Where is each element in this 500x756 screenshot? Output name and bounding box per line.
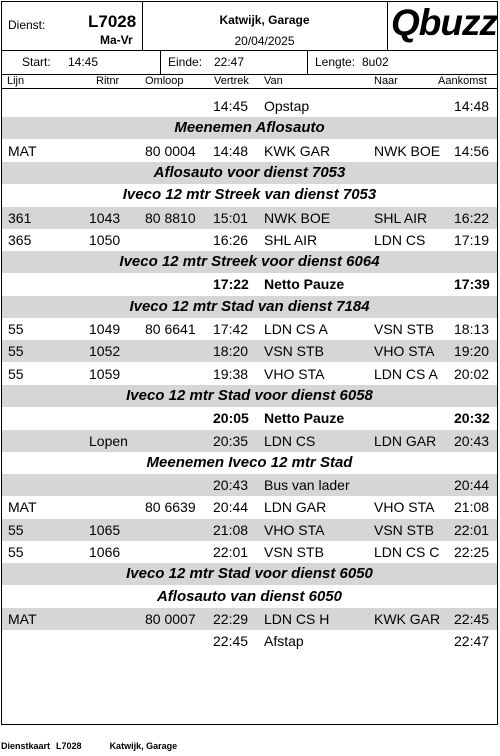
section-header [2,385,497,407]
section-header [2,251,497,273]
pause-row [2,273,497,295]
duty-number: L7028 [88,12,137,31]
cell-vertrek: 14:48 [213,142,249,159]
section-title: Iveco 12 mtr Stad voor dienst 6050 [126,565,373,583]
cell-vertrek: 16:26 [213,231,249,248]
length-value: 8u02 [362,55,389,69]
trip-row [2,318,497,340]
trip-row [2,207,497,229]
cell-vertrek: 22:45 [213,633,249,650]
cell-vertrek: 17:42 [213,321,249,337]
section-header [2,563,497,585]
cell-van: KWK GAR [264,142,331,159]
cell-aankomst: 14:56 [454,142,490,159]
cell-aankomst: 19:20 [454,343,490,360]
cell-vertrek: 19:38 [213,365,249,382]
pause-row [2,407,497,429]
duty-card [1,1,498,725]
section-header [2,296,497,318]
section-header [2,184,497,206]
cell-vertrek: 18:20 [213,343,249,360]
cell-ritnr: 1059 [89,365,121,382]
cell-naar: KWK GAR [374,610,441,627]
section-title: Iveco 12 mtr Stad van dienst 7184 [129,297,370,315]
duty-label: Dienst: [8,18,46,32]
column-header-row [2,74,497,89]
cell-van: LDN CS [264,432,316,449]
cell-omloop: 80 8810 [145,209,196,226]
trip-row [2,474,497,496]
cell-vertrek: 20:43 [213,477,249,494]
cell-lijn: 365 [8,231,32,248]
duty-days: Ma-Vr [100,33,133,47]
col-aankomst: Aankomst [438,75,487,87]
cell-aankomst: 22:25 [454,544,490,560]
trip-row [2,363,497,385]
trip-row [2,519,497,541]
cell-vertrek: 17:22 [213,276,249,293]
cell-omloop: 80 0004 [145,142,196,159]
cell-omloop: 80 0007 [145,610,196,627]
card-header [2,2,497,51]
footer-label: Dienstkaart [1,741,51,751]
section-title: Meenemen Aflosauto [174,119,325,137]
col-naar: Naar [374,75,398,87]
section-header [2,117,497,139]
cell-vertrek: 20:44 [213,499,249,516]
cell-vertrek: 20:05 [213,410,249,427]
cell-naar: VSN STB [374,321,434,337]
section-header [2,162,497,184]
trip-row [2,140,497,162]
col-van: Van [264,75,283,87]
cell-omloop: 80 6639 [145,499,196,516]
cell-van: VHO STA [264,365,325,382]
cell-van: Opstap [264,98,310,114]
cell-lijn: 361 [8,209,32,226]
trip-row [2,229,497,251]
cell-aankomst: 20:44 [454,477,490,494]
section-title: Aflosauto voor dienst 7053 [153,163,346,181]
section-title: Meenemen Iveco 12 mtr Stad [146,453,353,471]
cell-ritnr: 1050 [89,231,121,248]
cell-van: Netto Pauze [264,410,345,427]
section-title: Aflosauto van dienst 6050 [156,587,343,605]
cell-naar: VSN STB [374,521,434,538]
col-vertrek: Vertrek [214,75,249,87]
cell-van: LDN CS H [264,610,330,627]
cell-van: NWK BOE [264,209,331,226]
cell-naar: LDN CS C [374,544,440,560]
cell-vertrek: 14:45 [213,98,249,114]
cell-naar: VHO STA [374,343,435,360]
section-header [2,586,497,608]
cell-vertrek: 22:29 [213,610,249,627]
length-label: Lengte: [315,55,356,69]
start-value: 14:45 [68,55,99,69]
info-divider [160,50,161,74]
cell-aankomst: 14:48 [454,98,490,114]
cell-aankomst: 18:13 [454,321,490,337]
cell-lijn: 55 [8,365,24,382]
duty-date: 20/04/2025 [234,34,295,48]
cell-lijn: MAT [8,142,37,159]
cell-van: VHO STA [264,521,325,538]
time-info-bar [2,50,497,75]
cell-aankomst: 17:19 [454,231,490,248]
col-lijn: Lijn [7,75,25,87]
cell-naar: LDN CS [374,231,426,248]
cell-aankomst: 22:01 [454,521,490,538]
cell-aankomst: 20:02 [454,365,490,382]
cell-van: VSN STB [264,544,324,560]
section-title: Iveco 12 mtr Streek voor dienst 6064 [119,253,380,271]
cell-omloop: 80 6641 [145,321,196,337]
cell-naar: VHO STA [374,499,435,516]
cell-aankomst: 22:45 [454,610,490,627]
trip-row [2,608,497,630]
section-title: Iveco 12 mtr Streek van dienst 7053 [122,186,377,204]
cell-naar: LDN CS A [374,365,438,382]
cell-van: LDN CS A [264,321,328,337]
col-ritnr: Ritnr [96,75,120,87]
location-cell [142,2,388,50]
footer-location: Katwijk, Garage [109,741,178,751]
cell-lijn: 55 [8,343,24,360]
cell-naar: LDN GAR [374,432,437,449]
cell-vertrek: 21:08 [213,521,249,538]
cell-ritnr: Lopen [89,432,128,449]
trip-row [2,340,497,362]
cell-vertrek: 22:01 [213,544,249,560]
cell-aankomst: 16:22 [454,209,490,226]
cell-ritnr: 1065 [89,521,121,538]
cell-van: VSN STB [264,343,324,360]
cell-vertrek: 20:35 [213,432,249,449]
trip-row [2,541,497,563]
start-label: Start: [22,55,51,69]
cell-ritnr: 1043 [89,209,121,226]
cell-van: Bus van lader [264,477,350,494]
cell-ritnr: 1049 [89,321,121,337]
trip-row [2,630,497,652]
section-title: Iveco 12 mtr Stad voor dienst 6058 [126,386,373,404]
trip-row [2,430,497,452]
cell-lijn: MAT [8,499,37,516]
cell-lijn: 55 [8,321,24,337]
cell-aankomst: 17:39 [454,276,490,293]
trip-row [2,496,497,518]
section-header [2,452,497,474]
cell-vertrek: 15:01 [213,209,249,226]
cell-ritnr: 1052 [89,343,121,360]
cell-ritnr: 1066 [89,544,121,560]
location-name: Katwijk, Garage [219,13,310,27]
logo-cell [387,2,498,50]
col-omloop: Omloop [145,75,184,87]
footer-duty: L7028 [56,741,82,751]
cell-lijn: MAT [8,610,37,627]
cell-aankomst: 20:32 [454,410,490,427]
cell-van: LDN GAR [264,499,327,516]
cell-naar: SHL AIR [374,209,428,226]
cell-van: Netto Pauze [264,276,345,293]
cell-aankomst: 21:08 [454,499,490,516]
cell-lijn: 55 [8,544,24,560]
cell-naar: NWK BOE [374,142,441,159]
qbuzz-logo: Qbuzz [391,2,497,43]
cell-aankomst: 22:47 [454,633,490,650]
duty-id-cell [2,2,143,50]
info-divider [307,50,308,74]
end-value: 22:47 [214,55,245,69]
cell-van: Afstap [264,633,304,650]
end-label: Einde: [168,55,203,69]
cell-van: SHL AIR [264,231,318,248]
trip-row [2,95,497,117]
card-footer [1,741,205,751]
cell-aankomst: 20:43 [454,432,490,449]
cell-lijn: 55 [8,521,24,538]
